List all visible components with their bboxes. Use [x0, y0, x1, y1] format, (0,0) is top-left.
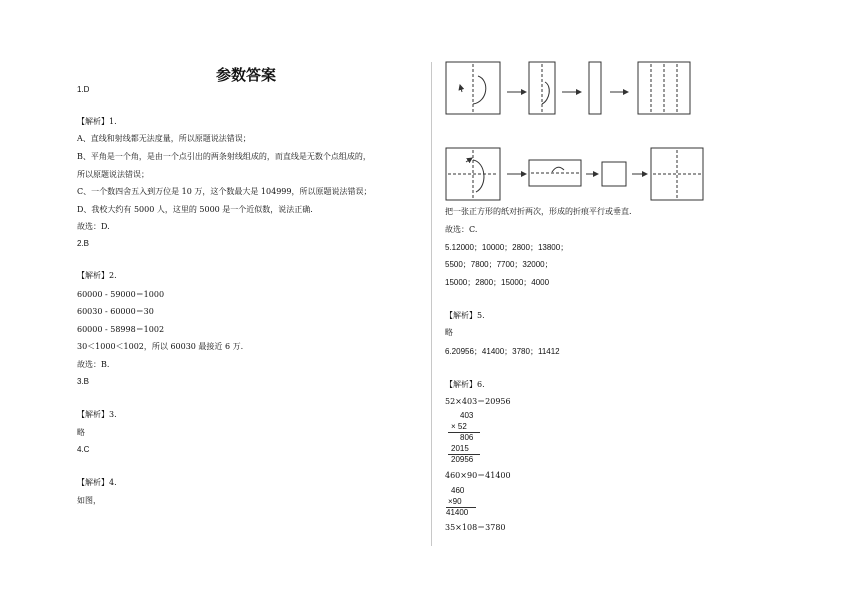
answer-2: 2.B	[77, 239, 90, 248]
column-divider	[431, 62, 432, 546]
analysis-1-line-c: C、一个数四舍五入到万位是 10 万，这个数最大是 104999，所以原题说法错误；	[77, 187, 372, 196]
analysis-1-choice: 故选：D.	[77, 222, 110, 231]
answer-3: 3.B	[77, 377, 90, 386]
analysis-2-line-2: 60030 - 60000＝30	[77, 307, 154, 316]
analysis-6-heading: 【解析】6.	[445, 380, 485, 389]
analysis-2-heading: 【解析】2.	[77, 271, 117, 280]
page-title: 参数答案	[216, 66, 277, 84]
analysis-4-choice: 故选：C.	[445, 225, 478, 234]
analysis-1-line-d: D、我校大约有 5000 人，这里的 5000 是一个近似数，说法正确.	[77, 205, 313, 214]
answer-5-line-1: 5.12000；10000；2800；13800；	[445, 243, 569, 252]
analysis-2-line-3: 60000 - 58998＝1002	[77, 325, 165, 334]
analysis-5-heading: 【解析】5.	[445, 311, 485, 320]
analysis-4-text: 如图，	[77, 496, 101, 505]
equation-2: 460×90＝41400	[445, 471, 511, 480]
analysis-3-text: 略	[77, 428, 85, 437]
mult-2-multiplier: ×90	[448, 497, 462, 506]
mult-1-partial-1: 806	[460, 433, 474, 442]
analysis-1-line-a: A、直线和射线都无法度量，所以原题说法错误；	[77, 134, 251, 143]
answer-6: 6.20956；41400；3780；11412	[445, 347, 560, 356]
mult-1-multiplier: × 52	[451, 422, 467, 431]
analysis-4-heading: 【解析】4.	[77, 478, 117, 487]
mult-2-multiplicand: 460	[451, 486, 465, 495]
equation-3: 35×108＝3780	[445, 523, 506, 532]
folding-diagram	[440, 58, 710, 208]
answer-4: 4.C	[77, 445, 90, 454]
analysis-2-line-4: 30＜1000＜1002，所以 60030 最接近 6 万.	[77, 342, 244, 351]
answer-5-line-3: 15000；2800；15000；4000	[445, 278, 550, 287]
analysis-5-text: 略	[445, 328, 453, 337]
analysis-2-choice: 故选：B.	[77, 360, 110, 369]
mult-1-multiplicand: 403	[460, 411, 474, 420]
mult-2-result: 41400	[446, 508, 469, 517]
answer-5-line-2: 5500；7800；7700；32000；	[445, 260, 553, 269]
analysis-1-heading: 【解析】1.	[77, 117, 117, 126]
equation-1: 52×403＝20956	[445, 397, 511, 406]
mult-1-partial-2: 2015	[451, 444, 469, 453]
analysis-3-heading: 【解析】3.	[77, 410, 117, 419]
mult-1-result: 20956	[451, 455, 474, 464]
analysis-1-line-b: B、平角是一个角，是由一个点引出的两条射线组成的，而直线是无数个点组成的，	[77, 152, 371, 161]
analysis-2-line-1: 60000 - 59000＝1000	[77, 290, 165, 299]
analysis-1-line-b2: 所以原题说法错误；	[77, 170, 149, 179]
answer-1: 1.D	[77, 85, 90, 94]
analysis-4-conclusion: 把一张正方形的纸对折两次，形成的折痕平行或垂直.	[445, 207, 632, 216]
